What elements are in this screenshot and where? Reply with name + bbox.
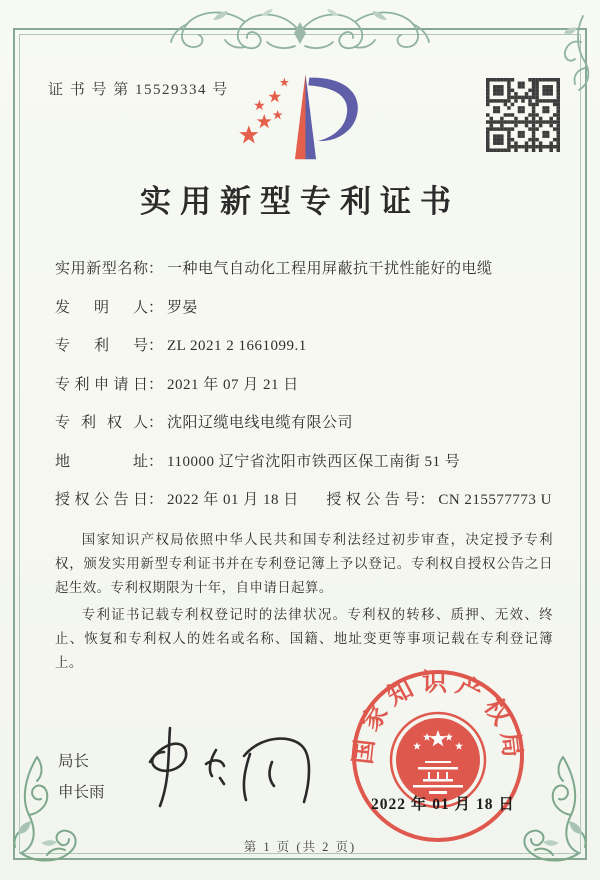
signer-name: 申长雨 <box>58 784 105 801</box>
field-row-inventor <box>55 296 552 317</box>
field-colon: ： <box>148 492 164 508</box>
field-row-grant <box>55 488 552 509</box>
fields-block <box>55 257 552 527</box>
field-colon: ： <box>419 492 435 508</box>
seal-ring-text: 国家知识产权局 <box>349 669 527 766</box>
grant-number-value: CN 215577773 U <box>438 492 552 508</box>
field-value: ZL 2021 2 1661099.1 <box>167 338 307 354</box>
cnipa-logo-icon <box>233 70 378 166</box>
director-signature-icon <box>132 720 322 810</box>
field-colon: ： <box>148 261 164 277</box>
qr-code-icon <box>486 78 560 152</box>
field-colon: ： <box>148 299 164 316</box>
field-colon: ： <box>148 415 164 431</box>
grant-date-value: 2022 年 01 月 18 日 <box>167 492 299 508</box>
field-value: 2021 年 07 月 21 日 <box>167 376 299 393</box>
field-row-address <box>55 450 552 471</box>
certificate-number: 证 书 号 第 15529334 号 <box>48 82 229 98</box>
seal-date: 2022 年 01 月 18 日 <box>371 796 515 813</box>
page-number: 第 1 页 (共 2 页) <box>243 840 357 854</box>
grant-date-pair <box>55 488 326 509</box>
field-value: 一种电气自动化工程用屏蔽抗干扰性能好的电缆 <box>167 261 493 277</box>
grant-number-pair <box>326 488 552 509</box>
legal-text-block <box>55 528 553 678</box>
field-row-filing-date <box>55 373 552 394</box>
field-value: 沈阳辽缆电线电缆有限公司 <box>167 415 354 431</box>
field-label: 专利权人 <box>55 415 148 431</box>
field-colon: ： <box>148 453 164 470</box>
field-label: 授权公告日 <box>55 492 148 508</box>
field-label: 地址 <box>55 453 148 470</box>
field-row-patent-number <box>55 334 552 355</box>
field-row-patentee <box>55 411 552 432</box>
page-title: 实用新型专利证书 <box>140 184 460 219</box>
signer-block <box>58 746 105 808</box>
field-label: 专利号 <box>55 338 148 354</box>
field-colon: ： <box>148 338 164 354</box>
legal-paragraph-1: 国家知识产权局依照中华人民共和国专利法经过初步审查，决定授予专利权，颁发实用新型专利证书并在专利登记簿上予以登记。专利权自授权公告之日起生效。专利权期限为十年，自申请日起算。 <box>55 532 553 595</box>
field-colon: ： <box>148 376 164 393</box>
cnipa-official-seal-icon <box>349 667 527 845</box>
field-label: 授权公告号 <box>326 492 420 508</box>
legal-paragraph-2: 专利证书记载专利权登记时的法律状况。专利权的转移、质押、无效、终止、恢复和专利权人的姓名或名称、国籍、地址变更等事项记载在专利登记簿上。 <box>55 607 553 670</box>
field-value: 110000 辽宁省沈阳市铁西区保工南街 51 号 <box>167 453 461 470</box>
field-label: 实用新型名称 <box>55 261 148 277</box>
field-row-name <box>55 257 552 278</box>
field-label: 发明人 <box>55 299 148 316</box>
field-label: 专利申请日 <box>55 376 148 393</box>
field-value: 罗晏 <box>167 299 199 316</box>
signer-title: 局长 <box>58 753 90 770</box>
